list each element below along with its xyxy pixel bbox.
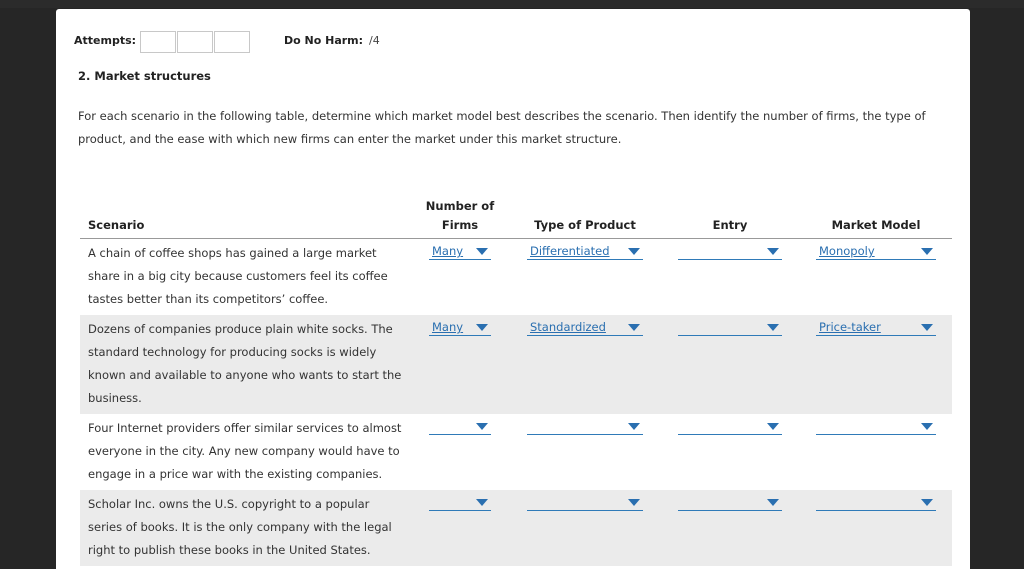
top-strip bbox=[0, 0, 1024, 8]
firms-dropdown[interactable] bbox=[429, 494, 491, 511]
chevron-down-icon bbox=[628, 423, 640, 430]
model-dropdown[interactable] bbox=[816, 319, 936, 336]
attempt-box bbox=[214, 31, 250, 53]
product-value: Standardized bbox=[530, 320, 606, 334]
chevron-down-icon bbox=[767, 324, 779, 331]
chevron-down-icon bbox=[476, 324, 488, 331]
header-model: Market Model bbox=[800, 197, 952, 239]
chevron-down-icon bbox=[921, 324, 933, 331]
product-dropdown[interactable] bbox=[527, 494, 643, 511]
firms-dropdown[interactable] bbox=[429, 243, 491, 260]
attempt-box bbox=[177, 31, 213, 53]
chevron-down-icon bbox=[476, 499, 488, 506]
chevron-down-icon bbox=[921, 248, 933, 255]
model-dropdown[interactable] bbox=[816, 243, 936, 260]
chevron-down-icon bbox=[628, 499, 640, 506]
entry-dropdown[interactable] bbox=[678, 319, 782, 336]
chevron-down-icon bbox=[767, 499, 779, 506]
model-dropdown[interactable] bbox=[816, 494, 936, 511]
section-title: 2. Market structures bbox=[78, 69, 211, 83]
header-product: Type of Product bbox=[510, 197, 660, 239]
do-no-harm bbox=[284, 34, 380, 47]
scenario-text: A chain of coffee shops has gained a large market share in a big city because customers feel its coffee tastes better than its competitors’ coffee. bbox=[88, 246, 388, 306]
product-dropdown[interactable] bbox=[527, 319, 643, 336]
chevron-down-icon bbox=[921, 499, 933, 506]
chevron-down-icon bbox=[767, 248, 779, 255]
product-dropdown[interactable] bbox=[527, 418, 643, 435]
firms-dropdown[interactable] bbox=[429, 418, 491, 435]
attempt-box bbox=[140, 31, 176, 53]
firms-value: Many bbox=[432, 244, 464, 258]
model-dropdown[interactable] bbox=[816, 418, 936, 435]
instructions: For each scenario in the following table, determine which market model best describes the scenario. Then identify the number of firms, the type of product, and the ease with which new firms can enter the market under this market structure. bbox=[78, 109, 926, 146]
scenario-text: Dozens of companies produce plain white socks. The standard technology for producing socks is widely known and available to anyone who wants to start the business. bbox=[80, 315, 410, 414]
product-dropdown[interactable] bbox=[527, 243, 643, 260]
do-no-harm-value: /4 bbox=[369, 34, 380, 47]
header-firms bbox=[410, 197, 510, 239]
chevron-down-icon bbox=[476, 423, 488, 430]
model-value: Monopoly bbox=[819, 244, 875, 258]
chevron-down-icon bbox=[921, 423, 933, 430]
attempt-boxes bbox=[140, 31, 251, 53]
header-entry: Entry bbox=[660, 197, 800, 239]
header-firms-line1: Number of bbox=[425, 199, 495, 213]
attempts-label: Attempts: bbox=[74, 34, 137, 47]
header-scenario: Scenario bbox=[80, 197, 410, 239]
table-row bbox=[80, 315, 952, 414]
scenario-text: Four Internet providers offer similar services to almost everyone in the city. Any new company would have to engage in a price war with the existing companies. bbox=[88, 421, 402, 481]
firms-dropdown[interactable] bbox=[429, 319, 491, 336]
entry-dropdown[interactable] bbox=[678, 418, 782, 435]
product-value: Differentiated bbox=[530, 244, 610, 258]
scenario-text: Scholar Inc. owns the U.S. copyright to a popular series of books. It is the only company with the legal right to publish these books in the United States. bbox=[80, 490, 410, 566]
firms-value: Many bbox=[432, 320, 464, 334]
table-header-row bbox=[80, 197, 952, 239]
table-row bbox=[80, 490, 952, 566]
chevron-down-icon bbox=[767, 423, 779, 430]
chevron-down-icon bbox=[476, 248, 488, 255]
entry-dropdown[interactable] bbox=[678, 243, 782, 260]
header-firms-line2: Firms bbox=[441, 218, 479, 232]
chevron-down-icon bbox=[628, 248, 640, 255]
table-row bbox=[80, 414, 952, 490]
model-value: Price-taker bbox=[819, 320, 881, 334]
do-no-harm-label: Do No Harm: bbox=[284, 34, 364, 47]
table-row bbox=[80, 239, 952, 316]
chevron-down-icon bbox=[628, 324, 640, 331]
market-table bbox=[80, 197, 952, 566]
question-panel bbox=[56, 9, 970, 569]
entry-dropdown[interactable] bbox=[678, 494, 782, 511]
